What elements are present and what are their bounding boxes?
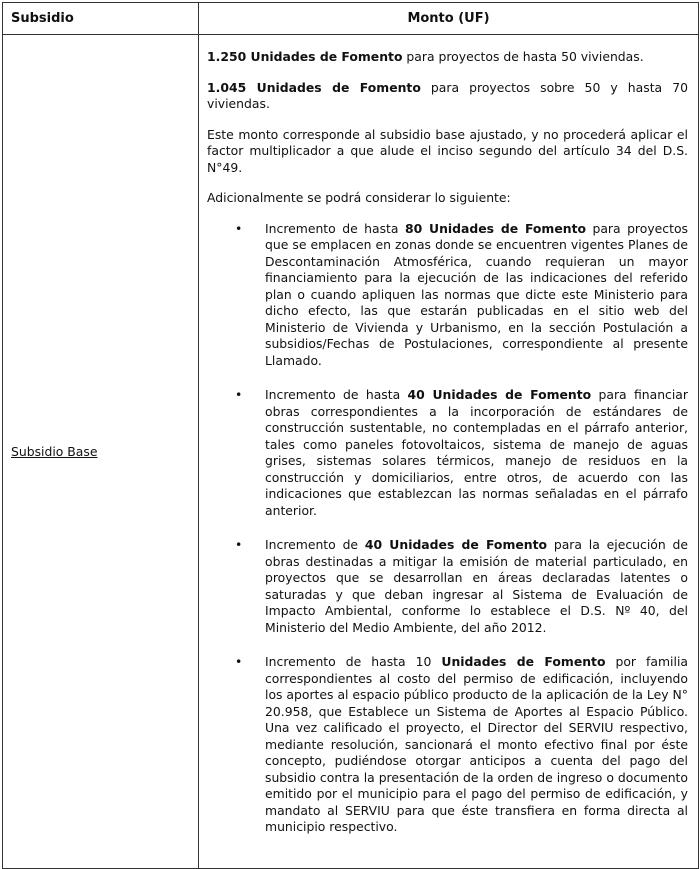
item-text: Incremento de hasta 10 xyxy=(265,654,442,669)
item-text: para financiar obras correspondientes a la incorporación de estándares de construcción sustentable, no contempladas en el párrafo anterior, tales como paneles fotovoltaicos, sistema de manejo de aguas grises, sistemas solares térmicos, manejo de residuos en la construcción y domiciliarios, entre otros, de acuerdo con las indicaciones que establezcan las normas señaladas en el párrafo anterior. xyxy=(265,387,688,518)
item-text: por familia correspondientes al costo del permiso de edificación, incluyendo los aportes al espacio público producto de la aplicación de la Ley N° 20.958, que Establece un Sistema de Aportes al Espacio Público. Una vez calificado el proyecto, el Director del SERVIU respectivo, mediante resolución, sancionará el monto efectivo final por éste concepto, pudiéndose otorgar anticipos a cuenta del pago del subsidio contra la presentación de la orden de ingreso o documento emitido por el municipio para el pago del permiso de edificación, y mandato al SERVIU para que éste transfiera en forma directa al municipio respectivo. xyxy=(265,654,688,834)
list-item xyxy=(207,387,688,519)
amount-bold: 1.250 Unidades de Fomento xyxy=(207,49,403,64)
paragraph-text: para proyectos de hasta 50 viviendas. xyxy=(402,49,644,64)
paragraph-text: Este monto corresponde al subsidio base ajustado, y no procederá aplicar el factor multiplicador a que alude el inciso segundo del artículo 34 del D.S. N°49. xyxy=(207,126,688,175)
list-item xyxy=(207,221,688,370)
bullet-icon: • xyxy=(235,654,243,669)
paragraph-text: Adicionalmente se podrá considerar lo siguiente: xyxy=(207,190,511,205)
list-item xyxy=(207,537,688,636)
item-text: Incremento de xyxy=(265,537,365,552)
header-row xyxy=(3,3,699,35)
monto-cell xyxy=(199,35,699,869)
item-text: Incremento de hasta xyxy=(265,387,408,402)
header-monto: Monto (UF) xyxy=(199,3,699,35)
amount-bold: 40 Unidades de Fomento xyxy=(407,387,592,402)
amount-bold: 40 Unidades de Fomento xyxy=(364,537,548,552)
amount-bold: 80 Unidades de Fomento xyxy=(404,220,587,236)
bullet-icon: • xyxy=(235,220,243,236)
paragraph-text: para proyectos sobre 50 y hasta 70 viviendas. xyxy=(207,79,688,111)
item-text: para la ejecución de obras destinadas a mitigar la emisión de material particulado, en proyectos que se desarrollan en áreas declaradas latentes o saturadas y que deban ingresar al Sistema de Evaluación de Impacto Ambiental, conforme lo establece el D.S. Nº 40, del Ministerio del Medio Ambiente, del año 2012. xyxy=(265,537,689,635)
subsidio-cell xyxy=(3,35,199,869)
paragraph-additional xyxy=(207,190,688,207)
item-text: Incremento de hasta xyxy=(265,220,405,236)
subsidy-table xyxy=(2,2,699,869)
amount-bold: 1.045 Unidades de Fomento xyxy=(207,79,421,95)
paragraph-1250 xyxy=(207,49,688,66)
header-subsidio: Subsidio xyxy=(3,3,199,35)
paragraph-note xyxy=(207,127,688,177)
list-item xyxy=(207,654,688,836)
table-row xyxy=(3,35,699,869)
amount-bold: Unidades de Fomento xyxy=(441,654,606,669)
bullet-icon: • xyxy=(235,387,243,402)
increments-list xyxy=(207,221,688,836)
subsidio-base-link[interactable]: Subsidio Base xyxy=(11,443,98,459)
bullet-icon: • xyxy=(235,537,243,552)
item-text: para proyectos que se emplacen en zonas donde se encuentren vigentes Planes de Descontaminación Atmosférica, cuando requieran un mayor financiamiento para la ejecución de las indicaciones del referido plan o cuando apliquen las normas que dicte este Ministerio para dicho efecto, las que estarán publicadas en el sitio web del Ministerio de Vivienda y Urbanismo, en la sección Postulación a subsidios/Fechas de Postulaciones, correspondiente al presente Llamado. xyxy=(265,220,688,368)
paragraph-1045 xyxy=(207,80,688,113)
